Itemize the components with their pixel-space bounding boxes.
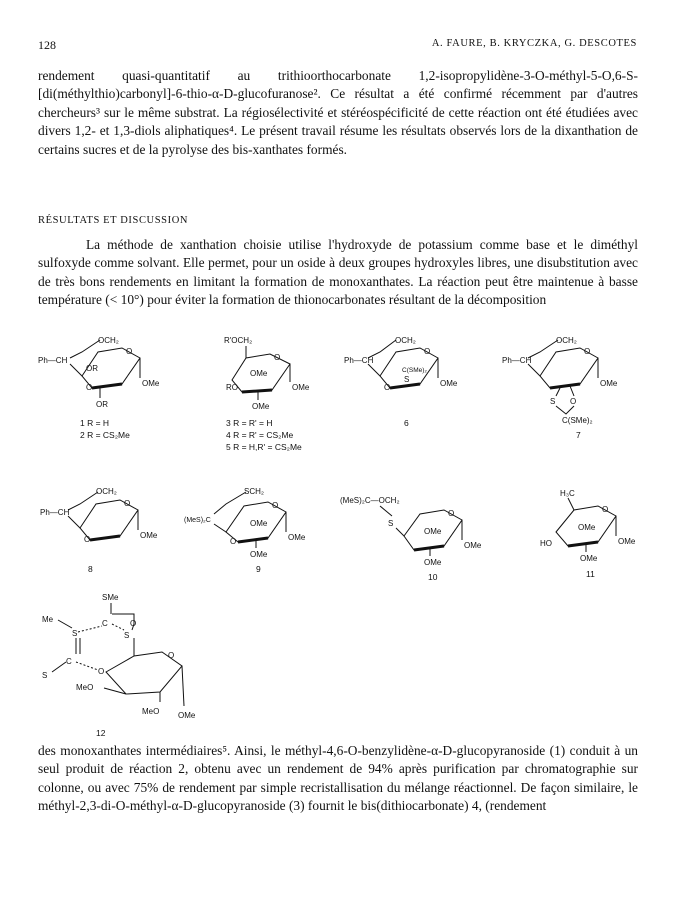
label-o-9: O bbox=[230, 537, 237, 546]
compound-number-12: 12 bbox=[96, 728, 106, 738]
label-o-ring-11: O bbox=[602, 505, 609, 514]
label-o-ring-3: O bbox=[274, 353, 281, 362]
body-paragraph-2: des monoxanthates intermédiaires⁵. Ainsi, le méthyl-4,6-O-benzylidène-α-D-glucopyranoside (1) conduit à un seul produit de réaction 2, obtenu avec un rendement de 94% après purification par chromatographie sur colonne, ou avec 75% de rendement par simple recristallisation du mélange réactionnel. De façon similaire, le méthyl-2,3-di-O-méthyl-α-D-glucopyranoside (3) fournit le bis(dithiocarbonate) 4, (rendement bbox=[38, 743, 638, 814]
label-ome-11a: OMe bbox=[578, 523, 596, 532]
label-o: O bbox=[86, 383, 93, 392]
structure-7 bbox=[502, 336, 618, 440]
compound-number-9: 9 bbox=[256, 564, 261, 574]
label-meo-12a: MeO bbox=[76, 683, 94, 692]
body-paragraph-1: La méthode de xanthation choisie utilise l'hydroxyde de potassium comme base et le diméthyl sulfoxyde comme solvant. Elle permet, pour un oside à deux groupes hydroxyles libres, une disubstitution avec de très bons rendements en limitant la formation de monoxanthates. La réaction peut être maintenue à basse température (< 10°) pour éviter la formation de thionocarbonates résultant de la décomposition bbox=[38, 237, 638, 308]
label-sme-12: SMe bbox=[102, 593, 119, 602]
running-header-authors: A. FAURE, B. KRYCZKA, G. DESCOTES bbox=[431, 38, 637, 49]
label-ome-3b: OMe bbox=[292, 383, 310, 392]
compound-number-11: 11 bbox=[586, 569, 595, 579]
label-c-12a: C bbox=[102, 619, 108, 628]
label-s-12c: S bbox=[42, 671, 48, 680]
label-ome: OMe bbox=[142, 379, 160, 388]
label-ome-9c: OMe bbox=[250, 550, 268, 559]
label-ome-3c: OMe bbox=[252, 402, 270, 411]
page-number: 128 bbox=[38, 38, 56, 52]
label-ome-11b: OMe bbox=[618, 537, 636, 546]
label-o-8: O bbox=[84, 535, 91, 544]
label-ome-10b: OMe bbox=[464, 541, 482, 550]
label-s-7: S bbox=[550, 397, 556, 406]
label-ome-10a: OMe bbox=[424, 527, 442, 536]
label-s-6: S bbox=[404, 375, 410, 384]
structure-11 bbox=[540, 489, 636, 579]
label-o-ring-7: O bbox=[584, 347, 591, 356]
r-def-2: 2 R = CS₂Me bbox=[80, 430, 130, 440]
label-s-12a: S bbox=[72, 629, 78, 638]
r-def-5: 5 R = H,R' = CS₂Me bbox=[226, 442, 302, 452]
label-ome-7: OMe bbox=[600, 379, 618, 388]
chemical-structure-scheme bbox=[0, 326, 679, 741]
label-ph-ch-7: Ph—CH bbox=[502, 356, 532, 365]
compound-number-7: 7 bbox=[576, 430, 581, 440]
r-def-4: 4 R = R' = CS₂Me bbox=[226, 430, 294, 440]
label-csme2-7: C(SMe)₂ bbox=[562, 416, 593, 425]
label-o-ring: O bbox=[126, 347, 133, 356]
compound-number-8: 8 bbox=[88, 564, 93, 574]
label-sch2-9: SCH₂ bbox=[244, 487, 264, 496]
label-o-ring-6: O bbox=[424, 347, 431, 356]
label-o-7: O bbox=[570, 397, 577, 406]
label-roch2: R'OCH₂ bbox=[224, 336, 253, 345]
label-och2-6: OCH₂ bbox=[395, 336, 416, 345]
compound-number-6: 6 bbox=[404, 418, 409, 428]
label-ome-12: OMe bbox=[178, 711, 196, 720]
structure-10 bbox=[340, 496, 482, 582]
label-meo-12b: MeO bbox=[142, 707, 160, 716]
label-ome-8: OMe bbox=[140, 531, 158, 540]
label-o-12b: O bbox=[98, 667, 105, 676]
label-ome-11c: OMe bbox=[580, 554, 598, 563]
label-och2: OCH₂ bbox=[98, 336, 119, 345]
label-o-6: O bbox=[384, 383, 391, 392]
r-def-1: 1 R = H bbox=[80, 418, 110, 428]
label-ho-11: HO bbox=[540, 539, 552, 548]
compound-number-10: 10 bbox=[428, 572, 438, 582]
label-s-10: S bbox=[388, 519, 394, 528]
label-c-12b: C bbox=[66, 657, 72, 666]
label-csme2-6: C(SMe)₂ bbox=[402, 367, 427, 374]
structure-3-4-5 bbox=[224, 336, 310, 452]
label-me-12: Me bbox=[42, 615, 54, 624]
label-ph-ch-8: Ph—CH bbox=[40, 508, 70, 517]
r-def-3: 3 R = R' = H bbox=[226, 418, 273, 428]
label-och2-7: OCH₂ bbox=[556, 336, 577, 345]
label-o-ring-10: O bbox=[448, 509, 455, 518]
label-mes2c-och2-10: (MeS)₂C—OCH₂ bbox=[340, 496, 400, 505]
structure-6 bbox=[344, 336, 458, 428]
structure-8 bbox=[40, 487, 158, 574]
label-mes2c-9: (MeS)₂C bbox=[184, 517, 211, 524]
label-o-12c: O bbox=[168, 651, 175, 660]
label-o-ring-8: O bbox=[124, 499, 131, 508]
label-ome-6: OMe bbox=[440, 379, 458, 388]
label-ph-ch-6: Ph—CH bbox=[344, 356, 374, 365]
intro-paragraph: rendement quasi-quantitatif au trithioorthocarbonate 1,2-isopropylidène-3-O-méthyl-5-O,6-S-[di(méthylthio)carbonyl]-6-thio-α-D-glucofuranose². Ce résultat a été confirmé récemment par d'autres chercheurs³ sur le même substrat. La régiosélectivité et stéréospécificité de cette réaction ont été étudiées avec divers 1,2- et 1,3-diols aliphatiques⁴. Le présent travail résume les résultats observés lors de la dixanthation de certains sucres et de la pyrolyse des bis-xanthates formés. bbox=[38, 68, 638, 157]
label-och2-8: OCH₂ bbox=[96, 487, 117, 496]
structure-1-2 bbox=[38, 336, 160, 440]
label-s-12b: S bbox=[124, 631, 130, 640]
label-o-12a: O bbox=[130, 619, 137, 628]
label-ome-9b: OMe bbox=[288, 533, 306, 542]
label-ome-9a: OMe bbox=[250, 519, 268, 528]
label-or-b: OR bbox=[96, 400, 108, 409]
structure-9 bbox=[184, 487, 306, 574]
section-heading: RÉSULTATS ET DISCUSSION bbox=[38, 215, 189, 226]
label-o-ring-9: O bbox=[272, 501, 279, 510]
label-ph-ch: Ph—CH bbox=[38, 356, 68, 365]
label-ome-3a: OMe bbox=[250, 369, 268, 378]
structure-12 bbox=[42, 593, 196, 738]
label-or-a: OR bbox=[86, 364, 98, 373]
label-ro: RO bbox=[226, 383, 238, 392]
label-h3c-11: H₃C bbox=[560, 489, 575, 498]
label-ome-10c: OMe bbox=[424, 558, 442, 567]
